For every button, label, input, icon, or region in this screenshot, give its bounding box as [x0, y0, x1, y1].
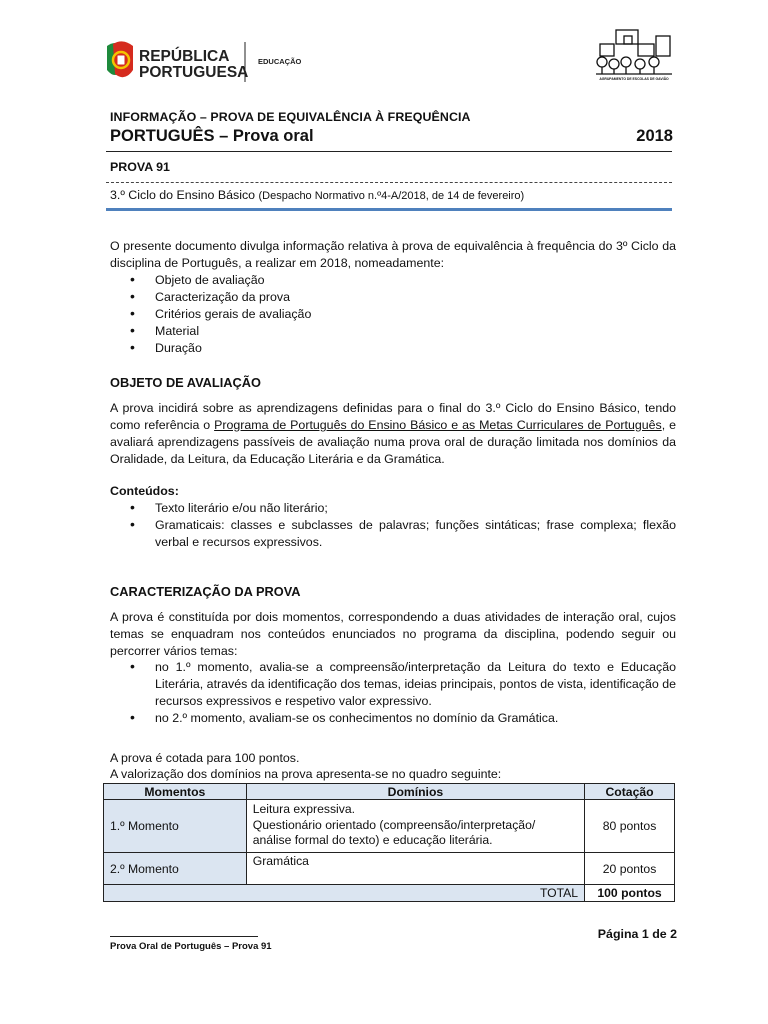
svg-text:REPÚBLICA: REPÚBLICA	[139, 48, 230, 65]
dashed-divider	[106, 182, 672, 183]
republica-portuguesa-logo	[103, 40, 303, 84]
dominio-line: análise formal do texto) e educação literária.	[252, 833, 493, 847]
footer-doc-name: Prova Oral de Português – Prova 91	[110, 941, 272, 952]
valorizacao-line: A valorização dos domínios na prova apresenta-se no quadro seguinte:	[110, 767, 502, 781]
prova-number: PROVA 91	[110, 160, 170, 174]
dominio-line: Gramática	[252, 854, 309, 868]
page-title: PORTUGUÊS – Prova oral	[110, 127, 314, 145]
svg-text:PORTUGUESA: PORTUGUESA	[139, 64, 249, 81]
list-item: • Gramaticais: classes e subclasses de palavras; funções sintáticas; frase complexa; flexão verbal e recursos expressivos.	[110, 517, 676, 551]
column-header: Cotação	[585, 784, 675, 800]
school-group-logo	[594, 26, 674, 82]
caracterizacao-paragraph: A prova é constituída por dois momentos, correspondendo a duas atividades de interação oral, cujos temas se enquadram nos conteúdos enunciados no programa da disciplina, podendo seguir ou percorrer vários temas:	[110, 610, 676, 658]
ciclo-line	[110, 188, 524, 202]
list-item: • Texto literário e/ou não literário;	[110, 500, 676, 517]
intro-list	[110, 272, 676, 357]
coat-of-arms-icon	[107, 41, 133, 77]
momento-cell: 1.º Momento	[104, 800, 247, 853]
cotacao-cell: 20 pontos	[585, 853, 675, 885]
info-title: INFORMAÇÃO – PROVA DE EQUIVALÊNCIA À FREQUÊNCIA	[110, 110, 471, 124]
blue-divider	[106, 208, 672, 211]
svg-text:EDUCAÇÃO: EDUCAÇÃO	[258, 57, 302, 66]
cotacao-cell: 80 pontos	[585, 800, 675, 853]
conteudos-label: Conteúdos:	[110, 484, 179, 498]
column-header: Momentos	[104, 784, 247, 800]
conteudos-list	[110, 500, 676, 551]
list-item: • Objeto de avaliação	[110, 272, 676, 289]
total-value: 100 pontos	[585, 885, 675, 902]
page-number: Página 1 de 2	[597, 927, 677, 941]
objeto-paragraph	[110, 400, 676, 468]
list-item: • Critérios gerais de avaliação	[110, 306, 676, 323]
dominio-line: Questionário orientado (compreensão/interpretação/	[252, 817, 536, 832]
dominio-line: Leitura expressiva.	[252, 802, 356, 816]
list-item: • no 1.º momento, avalia-se a compreensão/interpretação da Leitura do texto e Educação Literária, através da identificação dos temas, ideias principais, pontos de vista, identificação de recursos expressivos e respetivo valor expressivo.	[110, 659, 676, 710]
table-row	[104, 800, 675, 853]
section-heading-caracterizacao: CARACTERIZAÇÃO DA PROVA	[110, 584, 301, 599]
programa-link[interactable]: Programa de Português do Ensino Básico e as Metas Curriculares de Português	[214, 418, 662, 432]
table-total-row	[104, 885, 675, 902]
list-item: • Caracterização da prova	[110, 289, 676, 306]
dominio-cell	[246, 853, 584, 885]
table-row	[104, 853, 675, 885]
year-label: 2018	[636, 127, 673, 145]
total-label: TOTAL	[104, 885, 585, 902]
title-divider	[106, 151, 672, 152]
cotacao-table	[103, 783, 675, 902]
objeto-text-start: A prova incidirá sobre as aprendizagens definidas para o final do 3.º Ciclo do Ensino Básico, tendo como referência o	[110, 401, 676, 432]
ciclo-main: 3.º Ciclo do Ensino Básico	[110, 188, 256, 202]
section-heading-objeto: OBJETO DE AVALIAÇÃO	[110, 375, 261, 390]
cotada-line: A prova é cotada para 100 pontos.	[110, 751, 300, 765]
footer-divider	[110, 936, 258, 937]
table-header-row	[104, 784, 675, 800]
objeto-text-end: , e avaliará aprendizagens passíveis de avaliação numa prova oral de duração limitada nos domínios da Oralidade, da Leitura, da Educação Literária e da Gramática.	[110, 418, 676, 466]
svg-text:AGRUPAMENTO DE ESCOLAS DE GAVI: AGRUPAMENTO DE ESCOLAS DE GAVIÃO	[599, 77, 669, 81]
intro-paragraph: O presente documento divulga informação relativa à prova de equivalência à frequência do 3º Ciclo da disciplina de Português, a realizar em 2018, nomeadamente:	[110, 239, 676, 270]
momento-cell: 2.º Momento	[104, 853, 247, 885]
column-header: Domínios	[246, 784, 584, 800]
list-item: • Material	[110, 323, 676, 340]
list-item: • Duração	[110, 340, 676, 357]
ciclo-note: (Despacho Normativo n.º4-A/2018, de 14 de fevereiro)	[258, 190, 525, 202]
list-item: • no 2.º momento, avaliam-se os conhecimentos no domínio da Gramática.	[110, 710, 676, 727]
dominio-cell	[246, 800, 584, 853]
momentos-list	[110, 659, 676, 727]
